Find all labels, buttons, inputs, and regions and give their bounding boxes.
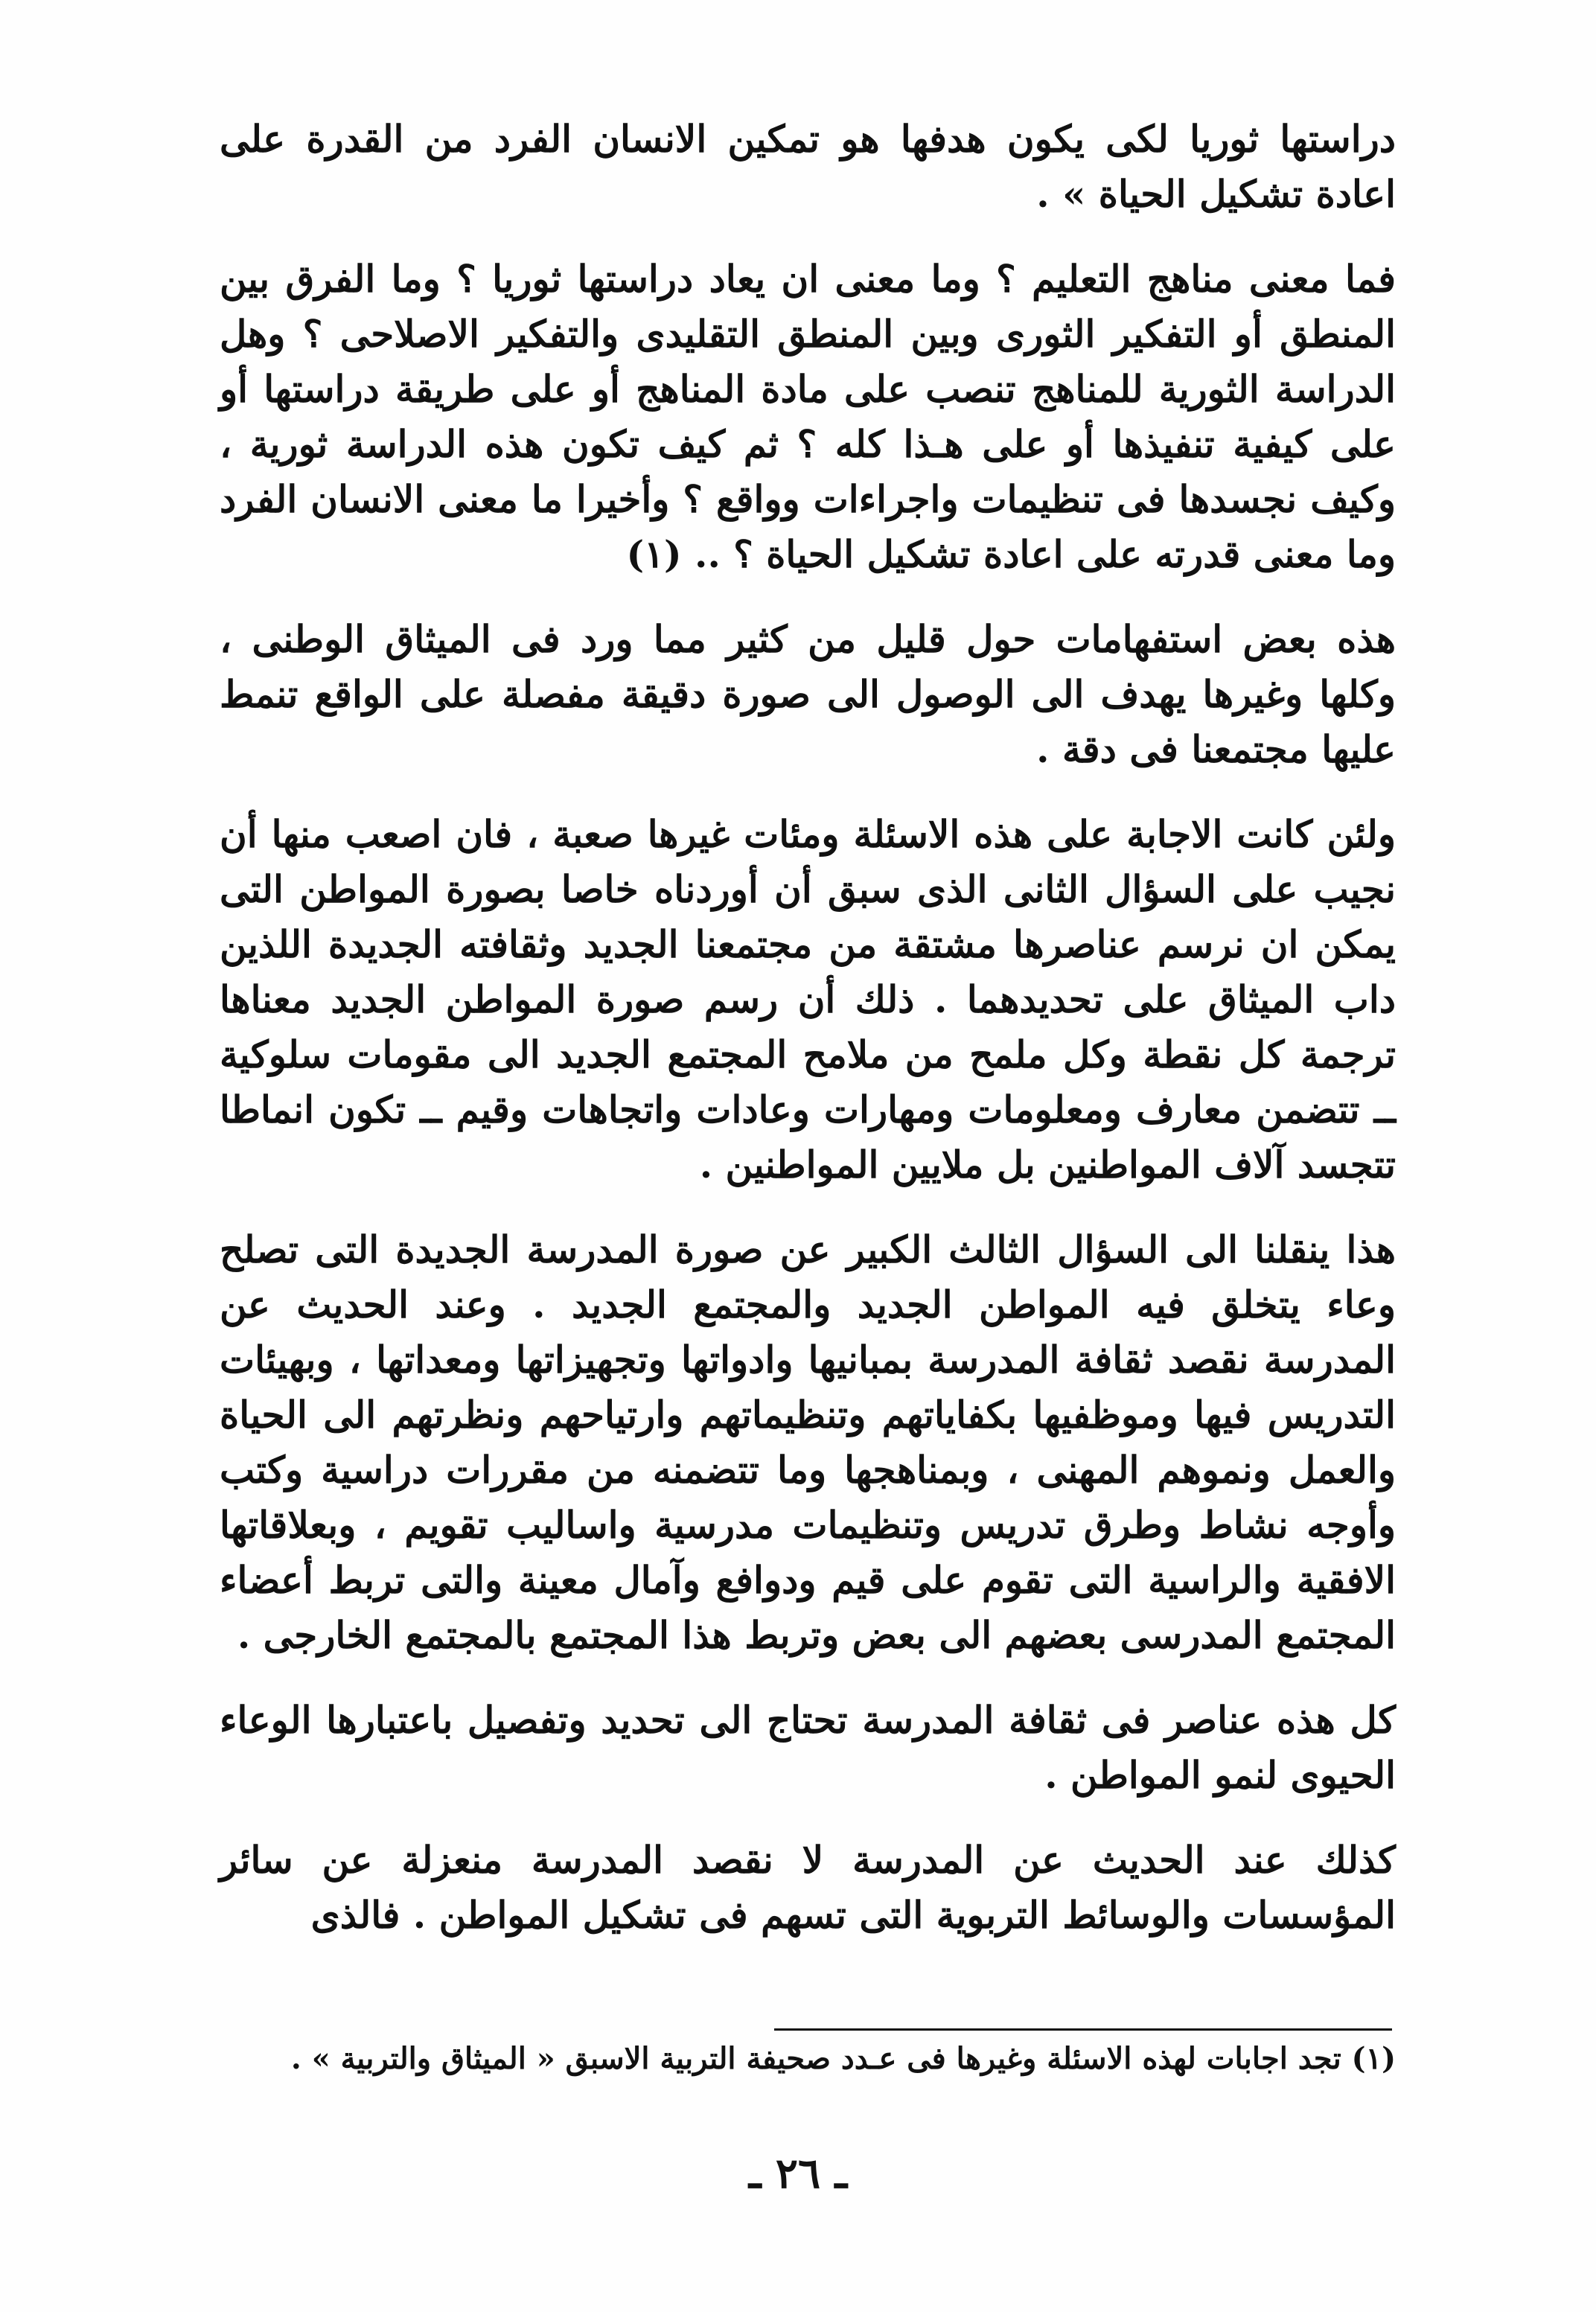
paragraph-6: كل هذه عناصر فى ثقافة المدرسة تحتاج الى تحديد وتفصيل باعتبارها الوعاء الحيوى لنمو المواطن . bbox=[220, 1698, 1396, 1797]
footnote-divider bbox=[774, 2028, 1392, 2031]
paragraph-7: كذلك عند الحديث عن المدرسة لا نقصد المدرسة منعزلة عن سائر المؤسسات والوسائط التربوية التى تسهم فى تشكيل المواطن . فالذى bbox=[220, 1838, 1396, 1937]
paragraph-5: هذا ينقلنا الى السؤال الثالث الكبير عن صورة المدرسة الجديدة التى تصلح وعاء يتخلق فيه المواطن الجديد والمجتمع الجديد . وعند الحديث عن المدرسة نقصد ثقافة المدرسة بمبانيها وادواتها وتجهيزاتها ومعداتها ، وبهيئات التدريس فيها وموظفيها بكفاياتهم وتنظيماتهم وارتياحهم ونظرتهم الى الحياة والعمل ونموهم المهنى ، وبمناهجها وما تتضمنه من مقررات دراسية وكتب وأوجه نشاط وطرق تدريس وتنظيمات مدرسية واساليب تقويم ، وبعلاقاتها الافقية والراسية التى تقوم على قيم ودوافع وآمال معينة والتى تربط أعضاء المجتمع المدرسى بعضهم الى بعض وتربط هذا المجتمع بالمجتمع الخارجى . bbox=[220, 1227, 1396, 1657]
paragraph-4: ولئن كانت الاجابة على هذه الاسئلة ومئات غيرها صعبة ، فان اصعب منها أن نجيب على السؤال الثانى الذى سبق أن أوردناه خاصا بصورة المواطن التى يمكن ان نرسم عناصرها مشتقة من مجتمعنا الجديد وثقافته الجديدة اللذين داب الميثاق على تحديدهما . ذلك أن رسم صورة المواطن الجديد معناها ترجمة كل نقطة وكل ملمح من ملامح المجتمع الجديد الى مقومات سلوكية ــ تتضمن معارف ومعلومات ومهارات وعادات واتجاهات وقيم ــ تكون انماطا تتجسد آلاف المواطنين بل ملايين المواطنين . bbox=[220, 812, 1396, 1187]
paragraph-3: هذه بعض استفهامات حول قليل من كثير مما ورد فى الميثاق الوطنى ، وكلها وغيرها يهدف الى الوصول الى صورة دقيقة مفصلة على الواقع تنمط عليها مجتمعنا فى دقة . bbox=[220, 617, 1396, 771]
page-number: ـ ٢٦ ـ bbox=[749, 2149, 847, 2198]
paragraph-1: دراستها ثوريا لكى يكون هدفها هو تمكين الانسان الفرد من القدرة على اعادة تشكيل الحياة » . bbox=[220, 117, 1396, 216]
paragraph-2: فما معنى مناهج التعليم ؟ وما معنى ان يعاد دراستها ثوريا ؟ وما الفرق بين المنطق أو التفكير الثورى وبين المنطق التقليدى والتفكير الاصلاحى ؟ وهل الدراسة الثورية للمناهج تنصب على مادة المناهج أو على طريقة دراستها أو على كيفية تنفيذها أو على هـذا كله ؟ ثم كيف تكون هذه الدراسة ثورية ، وكيف نجسدها فى تنظيمات واجراءات وواقع ؟ وأخيرا ما معنى الانسان الفرد وما معنى قدرته على اعادة تشكيل الحياة ؟ .. (١) bbox=[220, 257, 1396, 576]
body-text bbox=[220, 112, 1396, 1943]
footnote: (١) تجد اجابات لهذه الاسئلة وغيرها فى عـدد صحيفة التربية الاسبق « الميثاق والتربية » . bbox=[290, 2041, 1396, 2076]
